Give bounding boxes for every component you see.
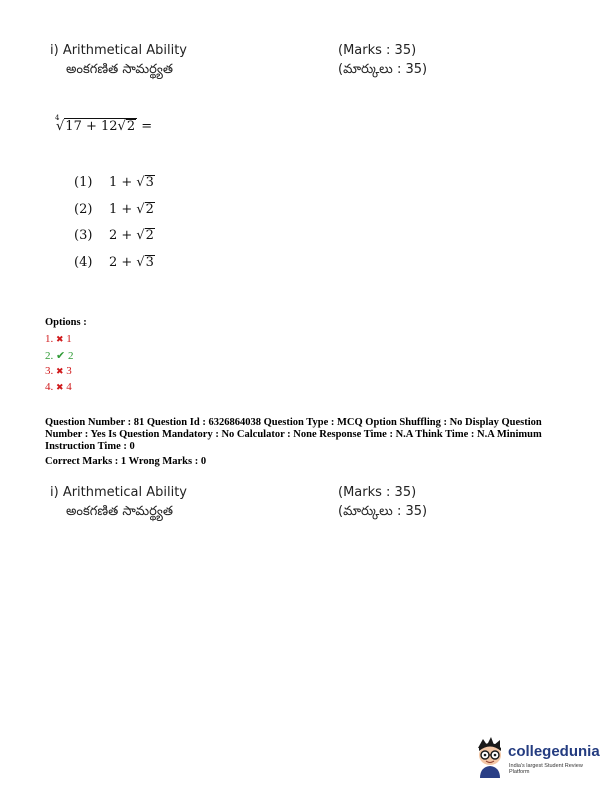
option-4: 4. ✖ 4 <box>45 381 72 393</box>
section-marks-telugu: (మార్కులు : 35) <box>338 62 428 77</box>
question-marks: Correct Marks : 1 Wrong Marks : 0 <box>45 456 207 467</box>
fourth-root: 4 √17 + 12√2 <box>55 114 136 134</box>
choice-1: (1) 1 + √3 <box>74 175 154 190</box>
section-title-telugu: అంకగణిత సామర్థ్యత <box>66 504 174 519</box>
choice-2: (2) 1 + √2 <box>74 202 154 217</box>
mascot-icon <box>474 736 506 778</box>
question-meta-line-2: Number : Yes Is Question Mandatory : No Calculator : None Response Time : N.A Think Time : N.A Minimum <box>45 429 542 440</box>
equals-sign: = <box>141 119 153 134</box>
wrong-icon: ✖ <box>56 366 64 376</box>
logo-tagline: India's largest Student Review Platform <box>509 763 583 775</box>
choice-3: (3) 2 + √2 <box>74 228 154 243</box>
option-1: 1. ✖ 1 <box>45 333 72 345</box>
options-heading: Options : <box>45 317 87 328</box>
choice-4: (4) 2 + √3 <box>74 255 154 270</box>
logo-name: collegedunia <box>508 743 600 760</box>
wrong-icon: ✖ <box>56 334 64 344</box>
check-icon: ✔ <box>56 350 66 362</box>
wrong-icon: ✖ <box>56 382 64 392</box>
section-title-telugu: అంకగణిత సామర్థ్యత <box>66 62 174 77</box>
section-marks: (Marks : 35) <box>338 485 417 500</box>
section-title: i) Arithmetical Ability <box>50 485 188 500</box>
option-3: 3. ✖ 3 <box>45 365 72 377</box>
option-2-correct: 2. ✔ 2 <box>45 350 74 362</box>
section-marks-telugu: (మార్కులు : 35) <box>338 504 428 519</box>
collegedunia-logo <box>474 736 604 780</box>
question-meta-line-3: Instruction Time : 0 <box>45 441 135 452</box>
section-marks: (Marks : 35) <box>338 43 417 58</box>
question-meta-line-1: Question Number : 81 Question Id : 6326864038 Question Type : MCQ Option Shuffling : No Display Question <box>45 417 542 428</box>
section-title: i) Arithmetical Ability <box>50 43 188 58</box>
question-expression <box>55 114 153 134</box>
